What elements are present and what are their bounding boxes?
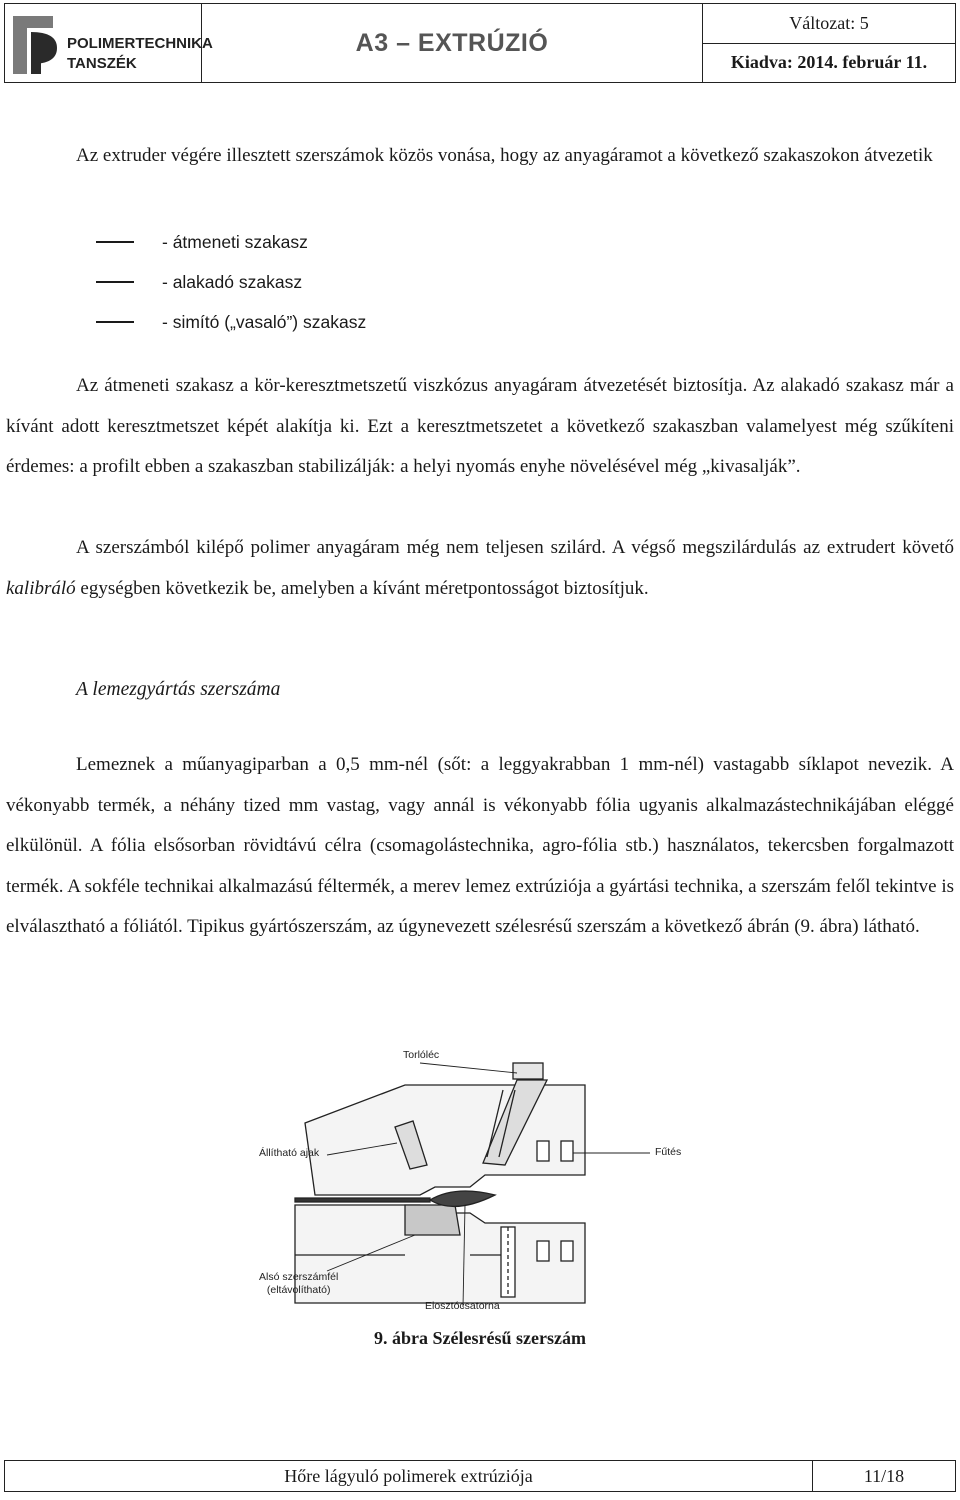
list-item	[96, 222, 366, 262]
label-choker-bar: Torlóléc	[403, 1049, 440, 1061]
label-lower-die-half	[259, 1271, 338, 1297]
issue-date: Kiadva: 2014. február 11.	[730, 52, 928, 73]
label-distribution-channel: Elosztócsatorna	[425, 1300, 500, 1312]
paragraph-transition: Az átmeneti szakasz a kör-keresztmetszetű viszkózus anyagáram átvezetését biztosítja. Az alakadó szakasz már a kívánt adott keresztmetszet képét alakítja ki. Ezt a keresztmetszetet a következő szakaszban valamelyest még szűkíteni érdemes: a profilt ebben a szakaszban stabilizálják: a helyi nyomás enyhe növelésével még „kivasalják”.	[6, 375, 954, 477]
section-list	[96, 222, 366, 342]
footer-title: Hőre lágyuló polimerek extrúziója	[5, 1461, 813, 1491]
page-header	[4, 3, 956, 83]
list-item	[96, 262, 366, 302]
document-title: A3 – EXTRÚZIÓ	[202, 4, 703, 82]
list-item-text: - alakadó szakasz	[162, 271, 303, 292]
list-item-text: - átmeneti szakasz	[162, 231, 308, 252]
die-figure	[255, 1045, 682, 1315]
paragraph-sheet: Lemeznek a műanyagiparban a 0,5 mm-nél (sőt: a leggyakrabban 1 mm-nél) vastagabb síklapot nevezik. A vékonyabb termék, a néhány tized mm vastag, vagy annál is vékonyabb fólia ugyanis alkalmazástechnikájában eléggé elkülönül. A fólia elsősorban rövidtávú célra (csomagolástechnika, agro-fólia stb.) használatos, tekercsben forgalmazott termék. A sokféle technikai alkalmazású féltermék, a merev lemez extrúziója a gyártási technika, a szerszám felől tekintve is elválasztható a fóliától. Tipikus gyártószerszám, az úgynevezett szélesrésű szerszám a következő ábrán (9. ábra) látható.	[6, 754, 954, 937]
header-meta	[703, 4, 955, 82]
logo-mark-icon	[9, 8, 213, 78]
dash-icon	[96, 281, 134, 282]
page-number: 11/18	[863, 1465, 905, 1486]
department-logo	[5, 4, 213, 82]
intro-paragraph: Az extruder végére illesztett szerszámok közös vonása, hogy az anyagáramot a következő szakaszokon átvezetik	[76, 145, 933, 166]
label-lower-die-line1: Alsó szerszámfél	[259, 1271, 339, 1283]
label-lower-die-line2: (eltávolítható)	[266, 1284, 331, 1296]
dash-icon	[96, 321, 134, 322]
list-item	[96, 302, 366, 342]
label-heating: Fűtés	[655, 1146, 682, 1158]
version-label: Változat: 5	[703, 4, 955, 44]
section-subheading: A lemezgyártás szerszáma	[76, 679, 281, 700]
paragraph-solidification	[6, 528, 954, 609]
list-item-text: - simító („vasaló”) szakasz	[162, 311, 367, 332]
paragraph-text: A szerszámból kilépő polimer anyagáram még nem teljesen szilárd. A végső megszilárdulás az extrudert követő	[76, 537, 954, 558]
page-footer	[4, 1460, 956, 1492]
emphasis-text: kalibráló	[6, 577, 76, 599]
paragraph-text: egységben következik be, amelyben a kívánt méretpontosságot biztosítjuk.	[75, 577, 649, 599]
logo-text-1: POLIMERTECHNIKA	[67, 35, 213, 52]
dash-icon	[96, 241, 134, 242]
label-adjustable-lip: Állítható ajak	[259, 1147, 320, 1159]
logo-text-2: TANSZÉK	[67, 55, 137, 72]
figure-caption: 9. ábra Szélesrésű szerszám	[374, 1328, 586, 1348]
